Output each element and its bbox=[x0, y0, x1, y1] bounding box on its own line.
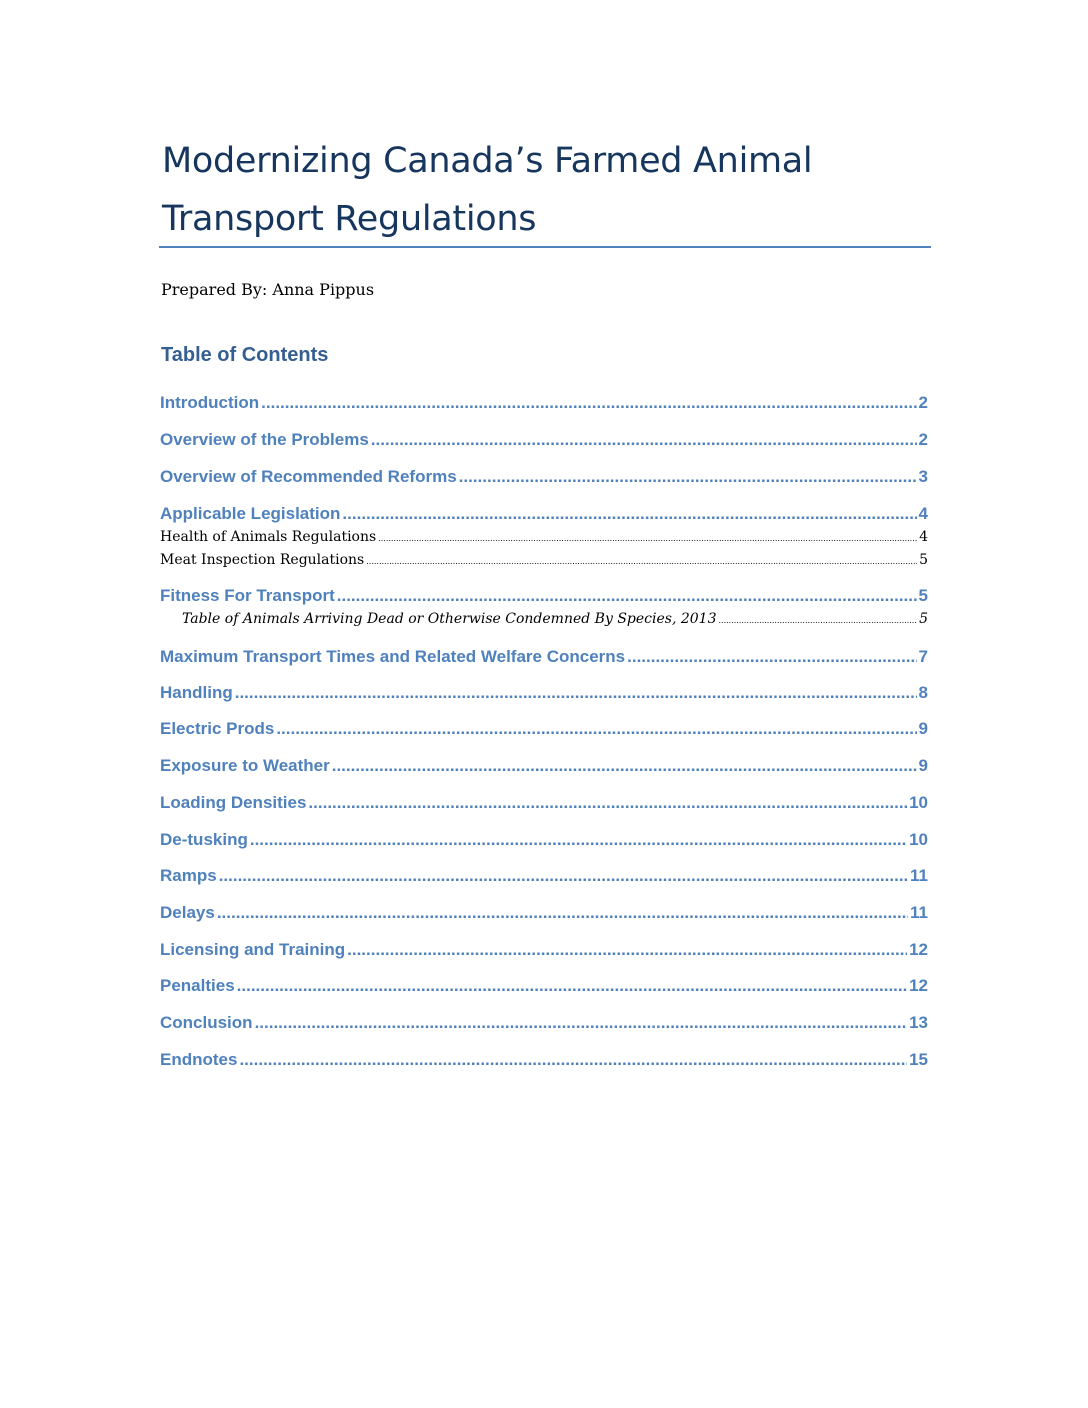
toc-entry-handling[interactable] bbox=[160, 682, 928, 704]
toc-leader-dots bbox=[459, 466, 917, 488]
toc-entry-exposure-to-weather[interactable] bbox=[160, 755, 928, 777]
toc-entry-page: 7 bbox=[918, 647, 928, 666]
toc-entry-page: 5 bbox=[919, 552, 928, 568]
toc-entry-page: 2 bbox=[918, 393, 928, 412]
title-underline bbox=[159, 246, 931, 248]
toc-entry-page: 2 bbox=[918, 430, 928, 449]
document-title: Modernizing Canada’s Farmed Animal Transport Regulations bbox=[162, 141, 813, 239]
toc-entry-overview-of-recommended-reforms[interactable] bbox=[160, 466, 928, 488]
toc-heading: Table of Contents bbox=[161, 344, 329, 366]
toc-entry-page: 12 bbox=[909, 940, 928, 959]
toc-entry-page: 11 bbox=[910, 866, 928, 885]
toc-entry-licensing-and-training[interactable] bbox=[160, 939, 928, 961]
toc-leader-dots bbox=[217, 902, 908, 924]
toc-entry-title: Table of Animals Arriving Dead or Otherwise Condemned By Species, 2013 bbox=[182, 611, 717, 627]
toc-leader-dots bbox=[250, 829, 907, 851]
toc-entry-page: 5 bbox=[919, 611, 928, 627]
toc-entry-title: Health of Animals Regulations bbox=[160, 529, 377, 545]
toc-entry-page: 3 bbox=[918, 467, 928, 486]
toc-entry-page: 4 bbox=[919, 529, 928, 545]
toc-leader-dots bbox=[332, 755, 917, 777]
toc-entry-title: Exposure to Weather bbox=[160, 756, 330, 775]
toc-leader-dots bbox=[219, 865, 908, 887]
toc-entry-page: 4 bbox=[918, 504, 928, 523]
toc-leader-dots bbox=[337, 585, 917, 607]
toc-leader-dots bbox=[261, 392, 916, 414]
toc-entry-title: Handling bbox=[160, 683, 233, 702]
toc-entry-title: Ramps bbox=[160, 866, 217, 885]
toc-entry-page: 10 bbox=[909, 793, 928, 812]
toc-entry-page: 5 bbox=[918, 586, 928, 605]
toc-leader-dots bbox=[255, 1012, 908, 1034]
toc-entry-ramps[interactable] bbox=[160, 865, 928, 887]
toc-entry-title: Meat Inspection Regulations bbox=[160, 552, 365, 568]
toc-entry-loading-densities[interactable] bbox=[160, 792, 928, 814]
toc-entry-page: 11 bbox=[910, 903, 928, 922]
toc-entry-endnotes[interactable] bbox=[160, 1049, 928, 1071]
prepared-by-line: Prepared By: Anna Pippus bbox=[161, 280, 375, 299]
toc-entry-fitness-for-transport[interactable] bbox=[160, 585, 928, 607]
toc-entry-applicable-legislation[interactable] bbox=[160, 503, 928, 525]
toc-entry-meat-inspection-regulations[interactable] bbox=[160, 551, 928, 571]
toc-entry-title: Overview of Recommended Reforms bbox=[160, 467, 457, 486]
toc-leader-dots bbox=[342, 503, 916, 525]
toc-entry-page: 13 bbox=[909, 1013, 928, 1032]
toc-entry-title: Overview of the Problems bbox=[160, 430, 369, 449]
toc-entry-title: Introduction bbox=[160, 393, 260, 412]
toc-entry-health-of-animals-regulations[interactable] bbox=[160, 528, 928, 548]
toc-entry-overview-of-the-problems[interactable] bbox=[160, 429, 928, 451]
toc-entry-penalties[interactable] bbox=[160, 975, 928, 997]
toc-entry-title: Endnotes bbox=[160, 1050, 238, 1069]
toc-leader-dots bbox=[378, 530, 917, 548]
toc-leader-dots bbox=[237, 975, 907, 997]
toc-entry-electric-prods[interactable] bbox=[160, 718, 928, 740]
toc-entry-title: Licensing and Training bbox=[160, 940, 346, 959]
toc-entry-title: Loading Densities bbox=[160, 793, 307, 812]
toc-leader-dots bbox=[239, 1049, 907, 1071]
toc-leader-dots bbox=[627, 646, 916, 668]
toc-entry-page: 10 bbox=[909, 830, 928, 849]
toc-entry-de-tusking[interactable] bbox=[160, 829, 928, 851]
toc-entry-title: Delays bbox=[160, 903, 215, 922]
toc-leader-dots bbox=[276, 718, 916, 740]
toc-entry-title: Fitness For Transport bbox=[160, 586, 335, 605]
toc-entry-title: Maximum Transport Times and Related Welfare Concerns bbox=[160, 647, 626, 666]
toc-leader-dots bbox=[347, 939, 907, 961]
toc-leader-dots bbox=[308, 792, 907, 814]
toc-leader-dots bbox=[235, 682, 917, 704]
toc-entry-table-of-animals-arriving-dead[interactable] bbox=[182, 610, 928, 630]
toc-entry-introduction[interactable] bbox=[160, 392, 928, 414]
toc-entry-conclusion[interactable] bbox=[160, 1012, 928, 1034]
toc-entry-title: De-tusking bbox=[160, 830, 248, 849]
toc-entry-page: 9 bbox=[918, 719, 928, 738]
toc-leader-dots bbox=[371, 429, 917, 451]
toc-entry-title: Penalties bbox=[160, 976, 235, 995]
toc-entry-delays[interactable] bbox=[160, 902, 928, 924]
toc-entry-title: Electric Prods bbox=[160, 719, 275, 738]
toc-entry-page: 9 bbox=[918, 756, 928, 775]
toc-entry-title: Applicable Legislation bbox=[160, 504, 341, 523]
toc-entry-page: 15 bbox=[909, 1050, 928, 1069]
toc-entry-maximum-transport-times[interactable] bbox=[160, 646, 928, 668]
toc-entry-title: Conclusion bbox=[160, 1013, 253, 1032]
toc-leader-dots bbox=[366, 553, 917, 571]
toc-entry-page: 12 bbox=[909, 976, 928, 995]
toc-entry-page: 8 bbox=[918, 683, 928, 702]
toc-leader-dots bbox=[718, 612, 917, 630]
